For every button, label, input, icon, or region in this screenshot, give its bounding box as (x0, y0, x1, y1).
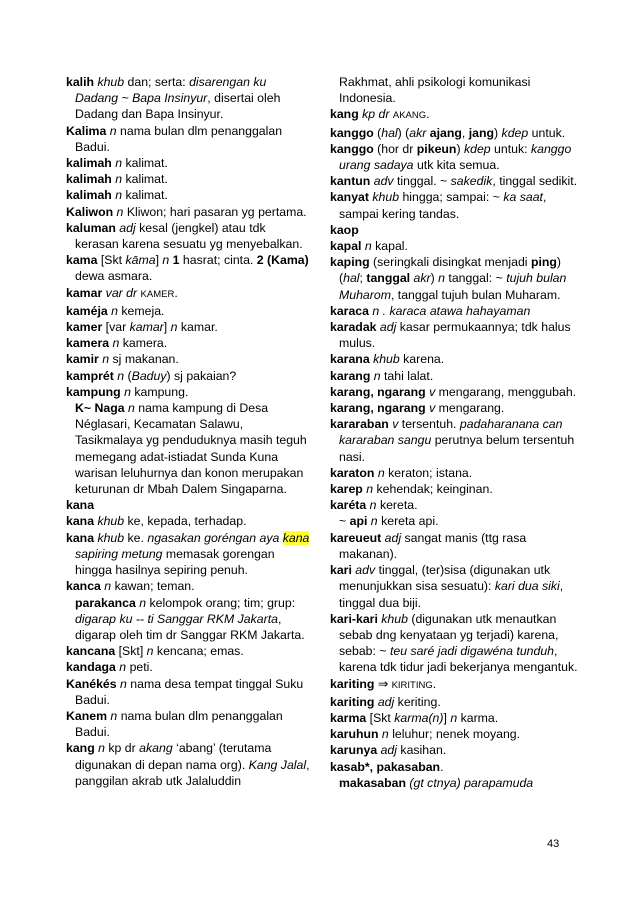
italic-text: Kang Jalal (248, 757, 307, 772)
entry-kampung (66, 384, 310, 400)
entry-kameja (66, 303, 310, 319)
italic-text: n (367, 514, 382, 529)
definition-text: . (174, 285, 178, 300)
definition-text: (seringkali disingkat menjadi (369, 255, 531, 270)
headword: K~ Naga (75, 401, 125, 416)
definition-text: hingga; sampai: ~ (402, 190, 504, 205)
definition-text: kencana; emas. (156, 644, 244, 659)
italic-text: sapiring metung (75, 546, 166, 561)
definition-text: , tinggal sedikit. (492, 174, 578, 189)
definition-text: ; (359, 271, 367, 286)
definition-text: tinggal, (ter)sisa (digunakan utk menunjukkan sisa sesuatu): (339, 563, 551, 594)
definition-text: ) (430, 271, 439, 286)
headword: kamprét (66, 368, 114, 383)
definition-text: tahi lalat. (384, 368, 434, 383)
headword: kalimah (66, 172, 112, 187)
definition-text: mengarang, menggubah. (438, 384, 577, 399)
italic-text: n (162, 253, 173, 268)
headword: karaton (330, 465, 375, 480)
italic-text: n (115, 660, 130, 675)
headword: karep (330, 482, 363, 497)
entry-karaton (330, 465, 582, 481)
headword: makasaban (339, 775, 406, 790)
italic-text: n (120, 384, 135, 399)
entry-kaping (330, 254, 582, 303)
italic-text: n (113, 368, 128, 383)
headword: kaop (330, 222, 359, 237)
definition-text: Kliwon; hari pasaran yg pertama. (126, 204, 307, 219)
headword: kana (66, 514, 95, 529)
italic-text: khub (94, 514, 128, 529)
italic-text: n (100, 579, 115, 594)
italic-text: n (374, 465, 389, 480)
italic-text: karma(n) (394, 710, 444, 725)
italic-text: kp dr (358, 107, 393, 122)
entry-kanyat (330, 189, 582, 221)
headword: kampung (66, 384, 121, 399)
definition-text: mengarang. (438, 401, 505, 416)
entry-kanekes (66, 676, 310, 708)
italic-text: kamar (129, 320, 164, 335)
entry-kang-2 (330, 106, 582, 124)
definition-text: tanggal: ~ (448, 271, 507, 286)
cross-reference: KAMER (140, 288, 175, 300)
italic-text: khub (368, 190, 403, 205)
headword: kamir (66, 352, 99, 367)
italic-text: tujuh bulan Muharom (339, 271, 567, 302)
italic-text: (gt ctnya) parapamuda (406, 775, 534, 790)
definition-text: , digarap oleh tim dr Sanggar RKM Jakarta. (75, 611, 305, 642)
definition-text: perutnya belum tersentuh nasi. (339, 433, 575, 464)
definition-text: , tinggal dua biji. (339, 579, 564, 610)
italic-text: ngasakan goréngan aya (147, 530, 283, 545)
headword: karang, ngarang (330, 401, 426, 416)
italic-text: n (146, 644, 157, 659)
entry-kalih (66, 74, 310, 123)
headword: karang (330, 368, 371, 383)
definition-text: kasar permukaannya; tdk halus mulus. (339, 320, 571, 351)
definition-text: , karena tdk tidur jadi bekerjanya mengantuk. (339, 644, 578, 675)
definition-text: kalimat. (125, 156, 168, 171)
definition-text: sangat manis (ttg rasa makanan). (339, 530, 527, 561)
italic-text: disarengan ku Dadang ~ Bapa Insinyur (75, 75, 267, 106)
entry-kaliwon (66, 204, 310, 220)
entry-karang (330, 368, 582, 384)
entry-kareueut (330, 530, 582, 562)
headword: 2 (Kama) (256, 253, 309, 268)
definition-text: kalimat. (125, 188, 168, 203)
headword: kanggo (330, 141, 374, 156)
definition-text: kereta api. (381, 514, 439, 529)
entry-kamir (66, 351, 310, 367)
italic-text: khub (369, 352, 404, 367)
entry-parakanca (66, 595, 310, 644)
entry-kalimah-3 (66, 187, 310, 203)
definition-text: [Skt] (115, 644, 147, 659)
headword: kasab*, pakasaban (330, 759, 441, 774)
definition-text: nama desa tempat tinggal Suku Badui. (75, 676, 304, 707)
headword: jang (468, 125, 495, 140)
definition-text: karma. (460, 710, 499, 725)
headword: kanca (66, 579, 101, 594)
definition-text: hasrat; cinta. (179, 253, 257, 268)
entry-kalimah-2 (66, 171, 310, 187)
italic-text: adv (370, 174, 397, 189)
entry-kana (66, 497, 310, 513)
entry-kari (330, 562, 582, 611)
headword: kanggo (330, 125, 374, 140)
entry-kama (66, 252, 310, 284)
italic-text: n (109, 336, 123, 351)
italic-text: hal (381, 125, 398, 140)
definition-text: kampung. (134, 384, 189, 399)
italic-text: kdep (501, 125, 529, 140)
definition-text: ⇒ (374, 676, 392, 691)
italic-text: n (378, 727, 393, 742)
definition-text: tinggal. ~ (396, 174, 451, 189)
italic-text: n (107, 708, 121, 723)
headword: kamera (66, 336, 110, 351)
entry-karunya (330, 742, 582, 758)
italic-text: n (106, 123, 121, 138)
headword: ajang (429, 125, 462, 140)
entry-karadak (330, 319, 582, 351)
italic-text: n (116, 676, 131, 691)
headword: kandaga (66, 660, 116, 675)
italic-text: hal (343, 271, 360, 286)
definition-text: (hor dr (373, 141, 417, 156)
definition-text: kereta. (379, 498, 418, 513)
cross-reference: KIRITING (391, 679, 433, 691)
headword: Kaliwon (66, 204, 114, 219)
definition-text: ke, kepada, terhadap. (127, 514, 247, 529)
italic-text: adj (374, 694, 398, 709)
headword: ping (530, 255, 557, 270)
headword: kariting (330, 694, 375, 709)
definition-text: ke. (127, 530, 148, 545)
definition-text: ‘abang’ (terutama digunakan di depan nama org). (75, 741, 272, 772)
entry-kana-khub (66, 513, 310, 529)
definition-text: kapal. (375, 239, 408, 254)
italic-text: adj (115, 220, 140, 235)
definition-text: ( (127, 368, 132, 383)
definition-text: ~ (339, 514, 350, 529)
entry-kanggo-2 (330, 141, 582, 173)
italic-text: kanggo urang sadaya (339, 141, 572, 173)
headword: karang, ngarang (330, 384, 426, 399)
italic-text: n (361, 239, 376, 254)
entry-makasaban (330, 775, 582, 791)
italic-text: n (107, 303, 122, 318)
entry-kanggo-1 (330, 125, 582, 141)
entry-karep (330, 481, 582, 497)
entry-karang-ngarang-2 (330, 400, 582, 416)
headword: tanggal (366, 271, 411, 286)
entry-api (330, 513, 582, 529)
italic-text: n (135, 595, 150, 610)
italic-text: khub (377, 611, 412, 626)
definition-text: karena. (403, 352, 445, 367)
italic-text: n (124, 401, 139, 416)
headword: kama (66, 253, 98, 268)
italic-text: padaharanana can kararaban sangu (339, 417, 563, 448)
italic-text: adj (377, 743, 401, 758)
definition-text: kamera. (122, 336, 168, 351)
definition-text: , tanggal tujuh bulan Muharam. (390, 287, 561, 302)
definition-text: kp dr (108, 741, 140, 756)
headword: kang (330, 107, 359, 122)
entry-karang-ngarang-1 (330, 384, 582, 400)
italic-text: teu saré jadi digawéna tunduh (389, 644, 555, 659)
entry-karaca (330, 303, 582, 319)
entry-kalimah-1 (66, 155, 310, 171)
italic-text: adj (376, 320, 400, 335)
headword: kalih (66, 75, 95, 89)
entry-kariting-1 (330, 676, 582, 694)
headword: api (349, 514, 368, 529)
italic-text: n (366, 498, 380, 513)
definition-text: [var (102, 320, 130, 335)
italic-text: n (450, 710, 461, 725)
entry-kapal (330, 238, 582, 254)
entry-k-naga (66, 400, 310, 497)
italic-text: akr (413, 271, 431, 286)
headword: kang (66, 741, 95, 756)
definition-text: ] (163, 320, 171, 335)
definition-text: nama kampung di Desa Néglasari, Kecamatan Salawu, Tasikmalaya yg penduduknya masih teguh memegang adat-istiadat Sunda Kuna warisan leluhurnya dan konon merupakan keturunan dr Mbah Dalem Singaparna. (75, 401, 307, 497)
headword: karuhun (330, 727, 379, 742)
definition-text: ) (494, 125, 502, 140)
definition-text: keraton; istana. (388, 465, 473, 480)
definition-text: ] (443, 710, 451, 725)
definition-text: leluhur; nenek moyang. (392, 727, 521, 742)
definition-text: , sampai kering tandas. (339, 190, 547, 221)
italic-text: n (111, 172, 126, 187)
right-column (330, 74, 582, 791)
headword: karana (330, 352, 370, 367)
italic-text: sakedik (450, 174, 493, 189)
entry-kareta (330, 497, 582, 513)
definition-text: untuk. (528, 125, 566, 140)
headword: kaméja (66, 303, 108, 318)
definition-text: ] (155, 253, 163, 268)
definition-text: ) ( (339, 255, 562, 286)
headword: kareueut (330, 530, 382, 545)
italic-text: n (370, 368, 385, 383)
headword: karma (330, 710, 367, 725)
definition-text: sj makanan. (112, 352, 179, 367)
highlighted-text: kana (282, 530, 310, 545)
italic-text: n . karaca atawa hahayaman (368, 303, 531, 318)
page-number: 43 (547, 838, 560, 850)
italic-text: adv (351, 563, 379, 578)
definition-text: , disertai oleh Dadang dan Bapa Insinyur. (75, 91, 281, 122)
definition-text: , (461, 125, 469, 140)
italic-text: akr (409, 125, 430, 140)
definition-text: untuk: (494, 141, 531, 156)
definition-text: Rakhmat, ahli psikologi komunikasi Indonesia. (339, 75, 531, 106)
headword: karadak (330, 320, 377, 335)
entry-kang-cont (330, 74, 582, 106)
headword: karaca (330, 303, 369, 318)
definition-text: tersentuh. (401, 417, 460, 432)
headword: Kanékés (66, 676, 117, 691)
definition-text: dewa asmara. (75, 269, 153, 284)
definition-text: . (440, 759, 444, 774)
italic-text: n (111, 156, 126, 171)
italic-text: n (438, 271, 449, 286)
italic-text: Baduy (131, 368, 167, 383)
headword: kamar (66, 285, 103, 300)
entry-kanca (66, 578, 310, 594)
definition-text: ) sj pakaian? (166, 368, 237, 383)
entry-kasab (330, 759, 582, 775)
definition-text: kasihan. (400, 743, 447, 758)
entry-kantun (330, 173, 582, 189)
cross-reference: AKANG (392, 110, 427, 122)
headword: karunya (330, 743, 378, 758)
entry-kamar (66, 285, 310, 303)
entry-kari-kari (330, 611, 582, 676)
italic-text: var dr (102, 285, 141, 300)
headword: kana (66, 498, 95, 513)
definition-text: ( (373, 125, 382, 140)
definition-text: kesal (jengkel) atau tdk kerasan karena sesuatu yg menyebalkan. (75, 220, 303, 252)
headword: kantun (330, 174, 371, 189)
left-column (66, 74, 310, 789)
definition-text: peti. (129, 660, 153, 675)
headword: Kanem (66, 708, 108, 723)
italic-text: n (113, 204, 127, 219)
definition-text: ) ( (397, 125, 410, 140)
entry-kamer (66, 319, 310, 335)
entry-kang (66, 740, 310, 789)
headword: kanyat (330, 190, 369, 205)
italic-text: akang (139, 741, 173, 756)
italic-text: ka saat (503, 190, 543, 205)
definition-text: memasak gorengan hingga hasilnya sepiring penuh. (75, 546, 275, 578)
entry-kamera (66, 335, 310, 351)
definition-text: utk kita semua. (416, 158, 500, 173)
headword: kaping (330, 255, 370, 270)
definition-text: kawan; teman. (114, 579, 195, 594)
headword: kancana (66, 644, 116, 659)
italic-text: v (425, 384, 439, 399)
entry-kalima (66, 123, 310, 155)
headword: kalimah (66, 156, 112, 171)
italic-text: n (94, 741, 109, 756)
entry-karuhun (330, 726, 582, 742)
entry-kararaban (330, 416, 582, 465)
headword: karéta (330, 498, 367, 513)
italic-text: khub (94, 75, 128, 89)
headword: kariting (330, 676, 375, 691)
headword: kari-kari (330, 611, 378, 626)
entry-kampret (66, 368, 310, 384)
definition-text: keriting. (397, 694, 441, 709)
definition-text: kamar. (180, 320, 218, 335)
italic-text: adj (381, 530, 405, 545)
definition-text: kalimat. (125, 172, 168, 187)
headword: kapal (330, 239, 362, 254)
headword: kalimah (66, 188, 112, 203)
entry-kandaga (66, 659, 310, 675)
definition-text: kehendak; keinginan. (376, 482, 493, 497)
entry-kancana (66, 643, 310, 659)
headword: pikeun (416, 141, 457, 156)
definition-text: ) (456, 141, 464, 156)
italic-text: n (362, 482, 377, 497)
italic-text: kdep (463, 141, 495, 156)
definition-text: [Skt (97, 253, 126, 268)
headword: kari (330, 563, 352, 578)
italic-text: n (111, 188, 126, 203)
italic-text: khub (94, 530, 128, 545)
definition-text: . (426, 107, 430, 122)
headword: 1 (172, 253, 180, 268)
italic-text: kari dua siki (494, 579, 560, 594)
italic-text: v (388, 417, 402, 432)
definition-text: dan; serta: (127, 75, 190, 89)
italic-text: v (425, 401, 439, 416)
entry-kaluman (66, 220, 310, 252)
entry-kanem (66, 708, 310, 740)
definition-text: (digunakan utk menautkan sebab dng kenyataan yg terjadi) karena, sebab: ~ (339, 611, 559, 659)
definition-text: , panggilan akrab utk Jalaluddin (75, 757, 310, 788)
headword: kana (66, 530, 95, 545)
italic-text: kāma (125, 253, 156, 268)
italic-text: n (170, 320, 181, 335)
definition-text: nama bulan dlm penanggalan Badui. (75, 708, 283, 740)
definition-text: nama bulan dlm penanggalan Badui. (75, 123, 283, 154)
entry-kariting-2 (330, 694, 582, 710)
italic-text: digarap ku -- ti Sanggar RKM Jakarta (75, 611, 278, 626)
headword: parakanca (75, 595, 136, 610)
entry-karana (330, 351, 582, 367)
headword: kamer (66, 320, 103, 335)
headword: kararaban (330, 417, 389, 432)
definition-text: kemeja. (121, 303, 165, 318)
headword: kaluman (66, 220, 116, 235)
entry-karma (330, 710, 582, 726)
italic-text: n (98, 352, 113, 367)
entry-kana-khub-2 (66, 530, 310, 579)
definition-text: [Skt (366, 710, 395, 725)
definition-text: . (432, 676, 437, 691)
headword: Kalima (66, 123, 107, 138)
definition-text: kelompok orang; tim; grup: (149, 595, 296, 610)
entry-kaop (330, 222, 582, 238)
